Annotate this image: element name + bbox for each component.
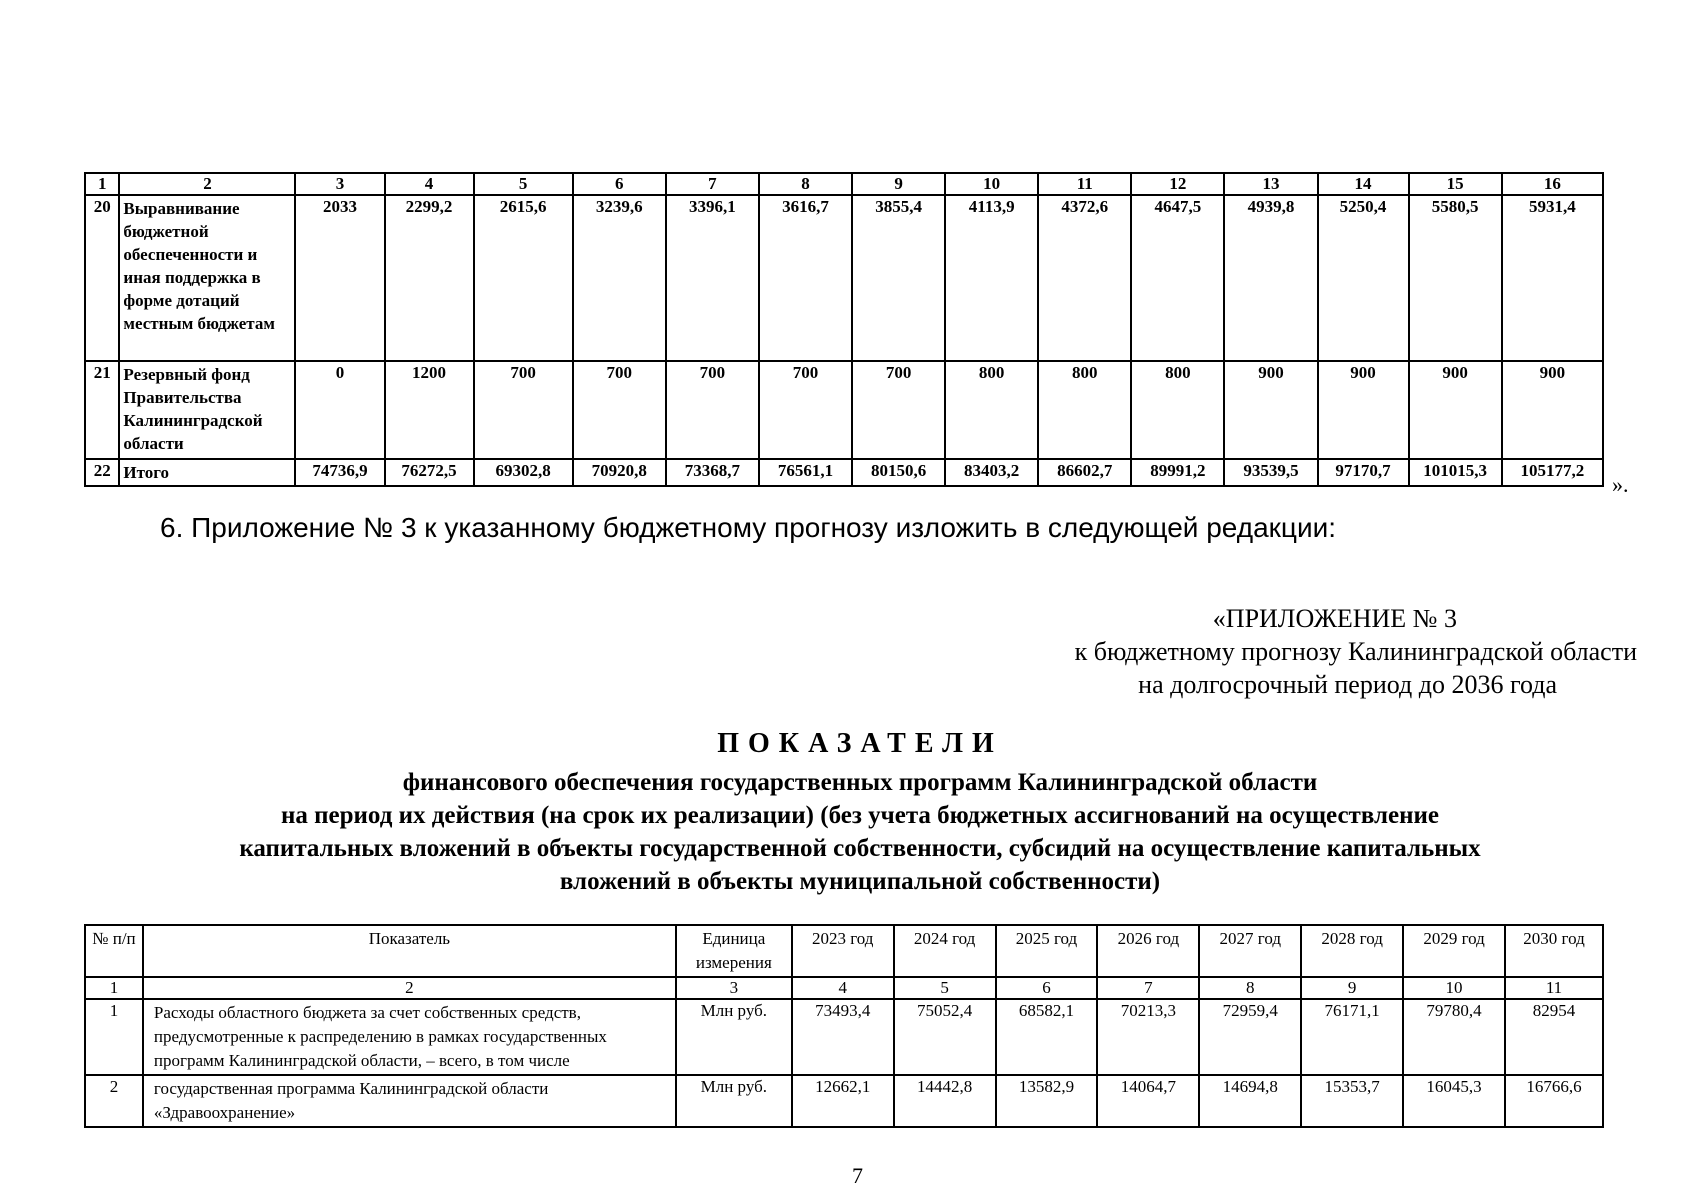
header-year: 2026 год [1097,925,1199,977]
title-line: вложений в объекты муниципальной собственности) [559,868,1161,895]
row-name: Резервный фонд Правительства Калининградской области [119,361,295,459]
table-row [85,999,1603,1075]
column-number: 13 [1224,173,1317,195]
cell-value: 0 [295,361,384,459]
title-main: ПОКАЗАТЕЛИ [717,728,1003,759]
paragraph-6: 6. Приложение № 3 к указанному бюджетному прогнозу изложить в следующей редакции: [160,512,1337,543]
cell-value: 900 [1318,361,1409,459]
column-number: 10 [945,173,1038,195]
column-number: 7 [1097,977,1199,999]
column-number: 1 [85,977,143,999]
column-number: 2 [119,173,295,195]
header-year: 2025 год [996,925,1098,977]
cell-value: 5250,4 [1318,195,1409,361]
title-subtitle [80,766,1640,898]
column-number: 8 [759,173,852,195]
column-number: 11 [1505,977,1603,999]
appendix-heading [877,602,1637,701]
cell-value: 700 [474,361,573,459]
cell-value: 1200 [385,361,474,459]
cell-value: 3239,6 [573,195,666,361]
cell-value: 97170,7 [1318,459,1409,486]
column-number: 5 [894,977,996,999]
cell-value: 70920,8 [573,459,666,486]
cell-value: 101015,3 [1409,459,1502,486]
header-year: 2030 год [1505,925,1603,977]
cell-value: 93539,5 [1224,459,1317,486]
row-name: Итого [119,459,295,486]
table-row-total [85,459,1603,486]
column-number: 8 [1199,977,1301,999]
cell-value: 83403,2 [945,459,1038,486]
header-indicator: Показатель [143,925,676,977]
column-number: 3 [295,173,384,195]
column-number: 7 [666,173,759,195]
cell-value: 80150,6 [852,459,945,486]
row-number: 21 [85,361,119,459]
column-number-row [85,977,1603,999]
row-indicator: государственная программа Калининградской области «Здравоохранение» [143,1075,676,1127]
cell-value: 72959,4 [1199,999,1301,1075]
cell-value: 82954 [1505,999,1603,1075]
budget-forecast-table-continuation [84,172,1604,487]
cell-value: 86602,7 [1038,459,1131,486]
cell-value: 73368,7 [666,459,759,486]
row-number: 2 [85,1075,143,1127]
cell-value: 89991,2 [1131,459,1224,486]
header-year: 2023 год [792,925,894,977]
closing-quote: ». [1612,472,1629,497]
cell-value: 79780,4 [1403,999,1505,1075]
cell-value: 68582,1 [996,999,1098,1075]
cell-value: 3855,4 [852,195,945,361]
cell-value: 4939,8 [1224,195,1317,361]
cell-value: 2299,2 [385,195,474,361]
column-number: 3 [676,977,792,999]
cell-value: 800 [1038,361,1131,459]
header-year: 2027 год [1199,925,1301,977]
header-number: № п/п [85,925,143,977]
column-number-row [85,173,1603,195]
cell-value: 900 [1409,361,1502,459]
cell-value: 75052,4 [894,999,996,1075]
cell-value: 69302,8 [474,459,573,486]
cell-value: 700 [759,361,852,459]
cell-value: 14694,8 [1199,1075,1301,1127]
column-number: 2 [143,977,676,999]
appendix-subtitle: к бюджетному прогнозу Калининградской области [1074,637,1637,666]
cell-value: 900 [1502,361,1603,459]
financial-indicators-table [84,924,1604,1128]
column-number: 5 [474,173,573,195]
cell-value: 900 [1224,361,1317,459]
row-number: 20 [85,195,119,361]
cell-value: 700 [666,361,759,459]
column-number: 10 [1403,977,1505,999]
column-number: 1 [85,173,119,195]
table-row [85,1075,1603,1127]
table-header-row [85,925,1603,977]
cell-value: 16766,6 [1505,1075,1603,1127]
cell-value: 74736,9 [295,459,384,486]
cell-value: 5580,5 [1409,195,1502,361]
cell-value: 16045,3 [1403,1075,1505,1127]
column-number: 15 [1409,173,1502,195]
column-number: 14 [1318,173,1409,195]
cell-value: 2033 [295,195,384,361]
column-number: 4 [385,173,474,195]
row-name: Выравнивание бюджетной обеспеченности и иная поддержка в форме дотаций местным бюджетам [119,195,295,361]
cell-value: 800 [945,361,1038,459]
cell-value: 3396,1 [666,195,759,361]
title-line: финансового обеспечения государственных программ Калининградской области [402,769,1318,796]
column-number: 9 [852,173,945,195]
header-year: 2029 год [1403,925,1505,977]
cell-value: 700 [573,361,666,459]
header-year: 2024 год [894,925,996,977]
cell-value: 5931,4 [1502,195,1603,361]
table-row [85,195,1603,361]
cell-value: 12662,1 [792,1075,894,1127]
appendix-period: на долгосрочный период до 2036 года [1138,670,1557,699]
title-line: капитальных вложений в объекты государственной собственности, субсидий на осуществление капитальных [239,835,1481,862]
cell-value: 105177,2 [1502,459,1603,486]
row-number: 22 [85,459,119,486]
cell-value: 76561,1 [759,459,852,486]
column-number: 4 [792,977,894,999]
cell-value: 800 [1131,361,1224,459]
cell-value: 76171,1 [1301,999,1403,1075]
cell-value: 14442,8 [894,1075,996,1127]
column-number: 16 [1502,173,1603,195]
cell-value: 70213,3 [1097,999,1199,1075]
cell-value: 700 [852,361,945,459]
row-indicator: Расходы областного бюджета за счет собственных средств, предусмотренные к распределению в рамках государственных программ Калининградской области, – всего, в том числе [143,999,676,1075]
cell-value: 73493,4 [792,999,894,1075]
row-unit: Млн руб. [676,1075,792,1127]
column-number: 11 [1038,173,1131,195]
cell-value: 4113,9 [945,195,1038,361]
cell-value: 76272,5 [385,459,474,486]
title-line: на период их действия (на срок их реализации) (без учета бюджетных ассигнований на осуществление [280,802,1440,829]
row-unit: Млн руб. [676,999,792,1075]
column-number: 6 [573,173,666,195]
cell-value: 3616,7 [759,195,852,361]
page-number: 7 [852,1163,863,1188]
header-year: 2028 год [1301,925,1403,977]
column-number: 9 [1301,977,1403,999]
cell-value: 4372,6 [1038,195,1131,361]
appendix-title: «ПРИЛОЖЕНИЕ № 3 [1212,604,1457,633]
cell-value: 13582,9 [996,1075,1098,1127]
cell-value: 2615,6 [474,195,573,361]
cell-value: 14064,7 [1097,1075,1199,1127]
cell-value: 4647,5 [1131,195,1224,361]
header-unit: Единица измерения [676,925,792,977]
column-number: 6 [996,977,1098,999]
row-number: 1 [85,999,143,1075]
table-row [85,361,1603,459]
column-number: 12 [1131,173,1224,195]
cell-value: 15353,7 [1301,1075,1403,1127]
